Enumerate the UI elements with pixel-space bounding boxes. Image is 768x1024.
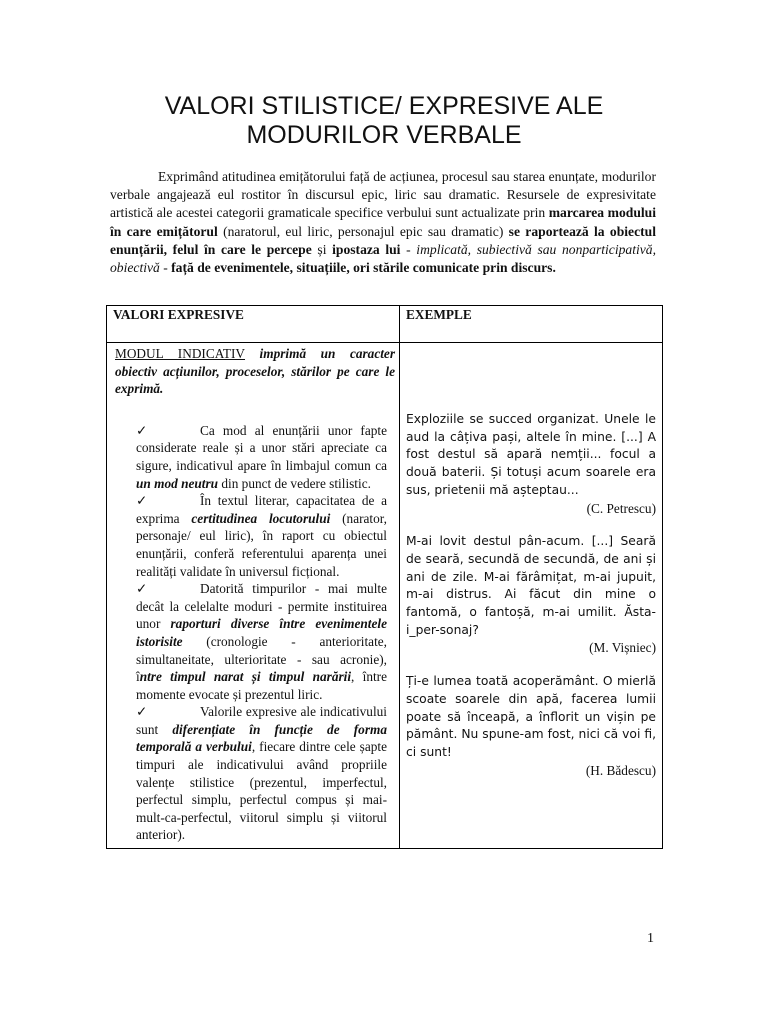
- intro-paragraph: [110, 168, 656, 277]
- values-table: [106, 305, 663, 849]
- check-icon: ✓: [136, 422, 148, 438]
- title-line-2: MODURILOR VERBALE: [246, 121, 522, 149]
- example-text-badescu: Ți-e lumea toată acoperământ. O mierlă scoate soarele din apă, facerea lumii poate să înceapă, a înflorit un vișin pe pământ. Nu spune-am fost, nici că voi fi, ci sunt!: [406, 674, 656, 759]
- page-number: 1: [647, 931, 654, 946]
- check-icon: ✓: [136, 581, 148, 597]
- table-header-row: [107, 306, 663, 343]
- page-title: [0, 92, 768, 150]
- header-values: VALORI EXPRESIVE: [107, 306, 400, 343]
- examples-cell: [400, 343, 663, 849]
- example-text-visniec: M-ai lovit destul pân-acum. [...] Seară de seară, secundă de secundă, de ani și ani de zile. M-ai fărâmițat, m-ai jupuit, m-ai distrus. Ai făcut din mine o fantomă, o fantoșă, m-ai umilit. Ăsta-i_per-sonaj?: [406, 534, 656, 637]
- mod-title: MODUL INDICATIV: [115, 346, 246, 361]
- mod-indicativ: [115, 345, 395, 398]
- table-row: [107, 343, 663, 849]
- list-item: ✓ În textul literar, capacitatea de a exprima certitudinea locutorului (narator, personaje/ eul liric), în raport cu obiectul enunțării, conferă referentului aparența unei realități validate în universul ficțional.: [136, 493, 387, 579]
- intro-text-4: -: [400, 241, 417, 257]
- intro-bold-3: ipostaza lui: [332, 241, 401, 257]
- list-item: ✓ Ca mod al enunțării unor fapte considerate reale și a unor stări apreciate ca sigure, indicativul apare în limbajul comun ca un mod neutru din punct de vedere stilistic.: [136, 422, 387, 491]
- mod-description: imprimă un caracter obiectiv acțiunilor, proceselor, stărilor pe care le exprimă.: [115, 346, 396, 397]
- check-icon: ✓: [136, 493, 148, 509]
- example-text-petrescu: Exploziile se succed organizat. Unele le aud la câțiva pași, altele în mine. [...] A fost destul să apară nemții... focul a două baterii. Și totuși acum soarele era sus, prietenii mă așteptau...: [406, 412, 656, 497]
- example-source-petrescu: (C. Petrescu): [586, 500, 656, 516]
- check-icon: ✓: [136, 704, 148, 720]
- example-source-badescu: (H. Bădescu): [585, 762, 656, 778]
- intro-text-2: (naratorul, eul liric, personajul epic sau dramatic): [217, 223, 509, 239]
- intro-bold-2: se raportează la obiectul enunțării, felul în care le percepe: [110, 223, 656, 257]
- intro-bold-4: față de evenimentele, situațiile, ori stările comunicate prin discurs.: [171, 260, 556, 276]
- intro-italic-1: implicată, subiectivă sau nonparticipativă, obiectivă: [110, 241, 656, 276]
- intro-text-3: și: [311, 241, 333, 257]
- intro-text-1: Exprimând atitudinea emițătorului față de acțiunea, procesul sau starea enunțate, modurilor verbale angajează eul rostitor în discursul epic, liric sau dramatic. Resursele de expresivitate artistică ale acestei categorii gramaticale specifice verbului sunt actualizate prin: [110, 169, 656, 221]
- list-item: ✓ Valorile expresive ale indicativului sunt diferențiate în funcție de forma temporală a verbului, fiecare dintre cele șapte timpuri ale indicativului având propriile valențe stilistice (prezentul, imperfectul, perfectul simplu, perfectul compus și mai-mult-ca-perfectul, viitorul simplu și viitorul anterior).: [136, 704, 387, 843]
- intro-text-5: -: [159, 260, 172, 276]
- intro-bold-1: marcarea modului în care emițătorul: [110, 205, 656, 239]
- values-cell: [107, 343, 400, 849]
- header-examples: EXEMPLE: [400, 306, 663, 343]
- title-line-1: VALORI STILISTICE/ EXPRESIVE ALE: [164, 92, 604, 120]
- example-source-visniec: (M. Vișniec): [589, 640, 656, 656]
- list-item: ✓ Datorită timpurilor - mai multe decât la celelalte moduri - permite instituirea unor raporturi diverse între evenimentele istorisite (cronologie - anterioritate, simultaneitate, ulterioritate - sau acronie), între timpul narat și timpul narării, între momente evocate și prezentul liric.: [136, 581, 387, 702]
